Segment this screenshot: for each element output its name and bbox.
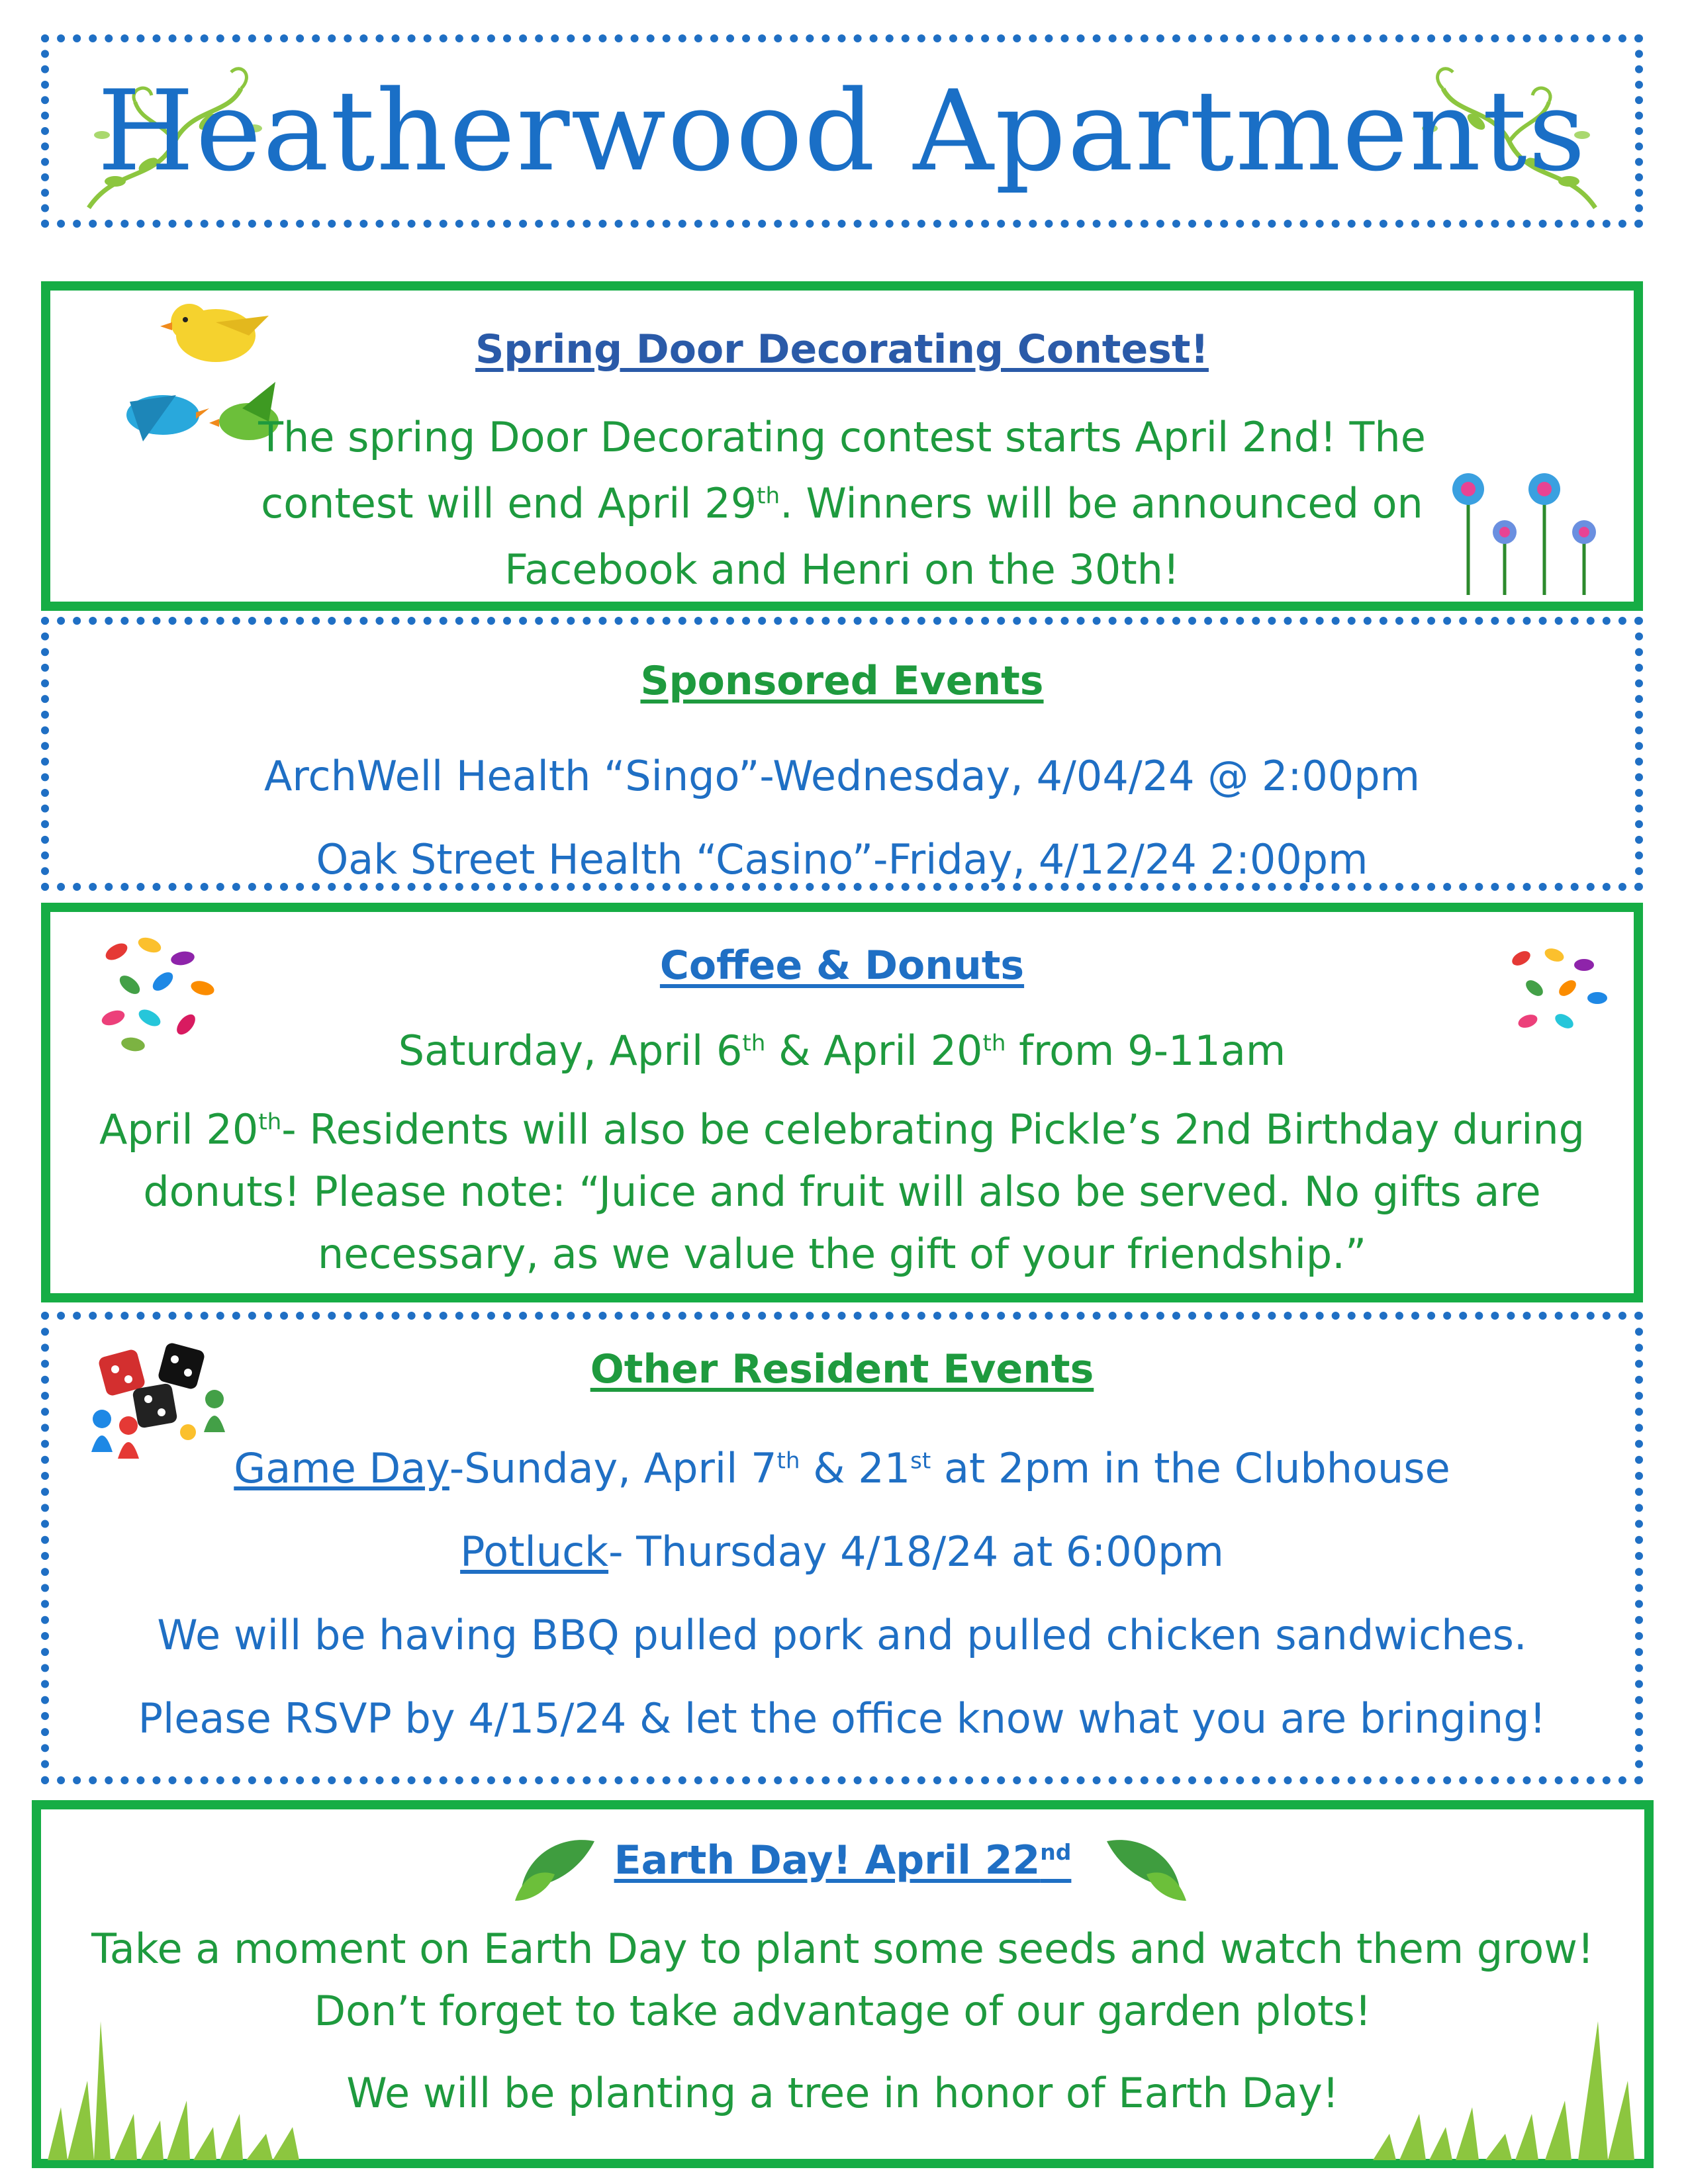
bbq-line: We will be having BBQ pulled pork and pulled chicken sandwiches. bbox=[157, 1611, 1527, 1659]
coffee-note-2: donuts! Please note: “Juice and fruit will also be served. No gifts are bbox=[143, 1167, 1541, 1216]
spring-heading: Spring Door Decorating Contest! bbox=[475, 326, 1209, 373]
sponsored-events-section bbox=[41, 617, 1643, 891]
coffee-heading: Coffee & Donuts bbox=[659, 942, 1025, 989]
header-banner bbox=[41, 34, 1643, 228]
coffee-dates: Saturday, April 6th & April 20th from 9-11am bbox=[398, 1026, 1286, 1075]
sponsored-event-1: ArchWell Health “Singo”-Wednesday, 4/04/24 @ 2:00pm bbox=[263, 752, 1421, 800]
sponsored-heading: Sponsored Events bbox=[640, 658, 1044, 704]
spring-line-2: contest will end April 29th. Winners will be announced on bbox=[261, 479, 1423, 527]
spring-contest-section bbox=[41, 281, 1643, 611]
earth-day-heading: Earth Day! April 22nd bbox=[614, 1837, 1072, 1884]
coffee-note-3: necessary, as we value the gift of your friendship.” bbox=[317, 1230, 1367, 1278]
earth-line-2: Don’t forget to take advantage of our garden plots! bbox=[314, 1987, 1372, 2035]
earth-line-1: Take a moment on Earth Day to plant some seeds and watch them grow! bbox=[91, 1925, 1594, 1973]
page-title: Heatherwood Apartments bbox=[97, 66, 1587, 196]
spring-line-3: Facebook and Henri on the 30th! bbox=[504, 545, 1180, 594]
spring-line-1: The spring Door Decorating contest starts April 2nd! The bbox=[258, 413, 1426, 461]
earth-line-3: We will be planting a tree in honor of Earth Day! bbox=[346, 2069, 1339, 2117]
game-day-label: Game Day bbox=[234, 1444, 449, 1492]
rsvp-line: Please RSVP by 4/15/24 & let the office know what you are bringing! bbox=[138, 1694, 1546, 1743]
coffee-donuts-section bbox=[41, 903, 1643, 1302]
sponsored-event-2: Oak Street Health “Casino”-Friday, 4/12/24 2:00pm bbox=[316, 835, 1368, 884]
potluck-line: Potluck- Thursday 4/18/24 at 6:00pm bbox=[460, 1527, 1224, 1576]
coffee-note-1: April 20th- Residents will also be celebrating Pickle’s 2nd Birthday during bbox=[99, 1105, 1585, 1154]
other-events-section bbox=[41, 1312, 1643, 1784]
potluck-label: Potluck bbox=[460, 1527, 609, 1576]
game-day-line: Game Day-Sunday, April 7th & 21st at 2pm in the Clubhouse bbox=[234, 1444, 1450, 1492]
earth-day-section bbox=[32, 1800, 1654, 2168]
other-heading: Other Resident Events bbox=[590, 1346, 1094, 1392]
